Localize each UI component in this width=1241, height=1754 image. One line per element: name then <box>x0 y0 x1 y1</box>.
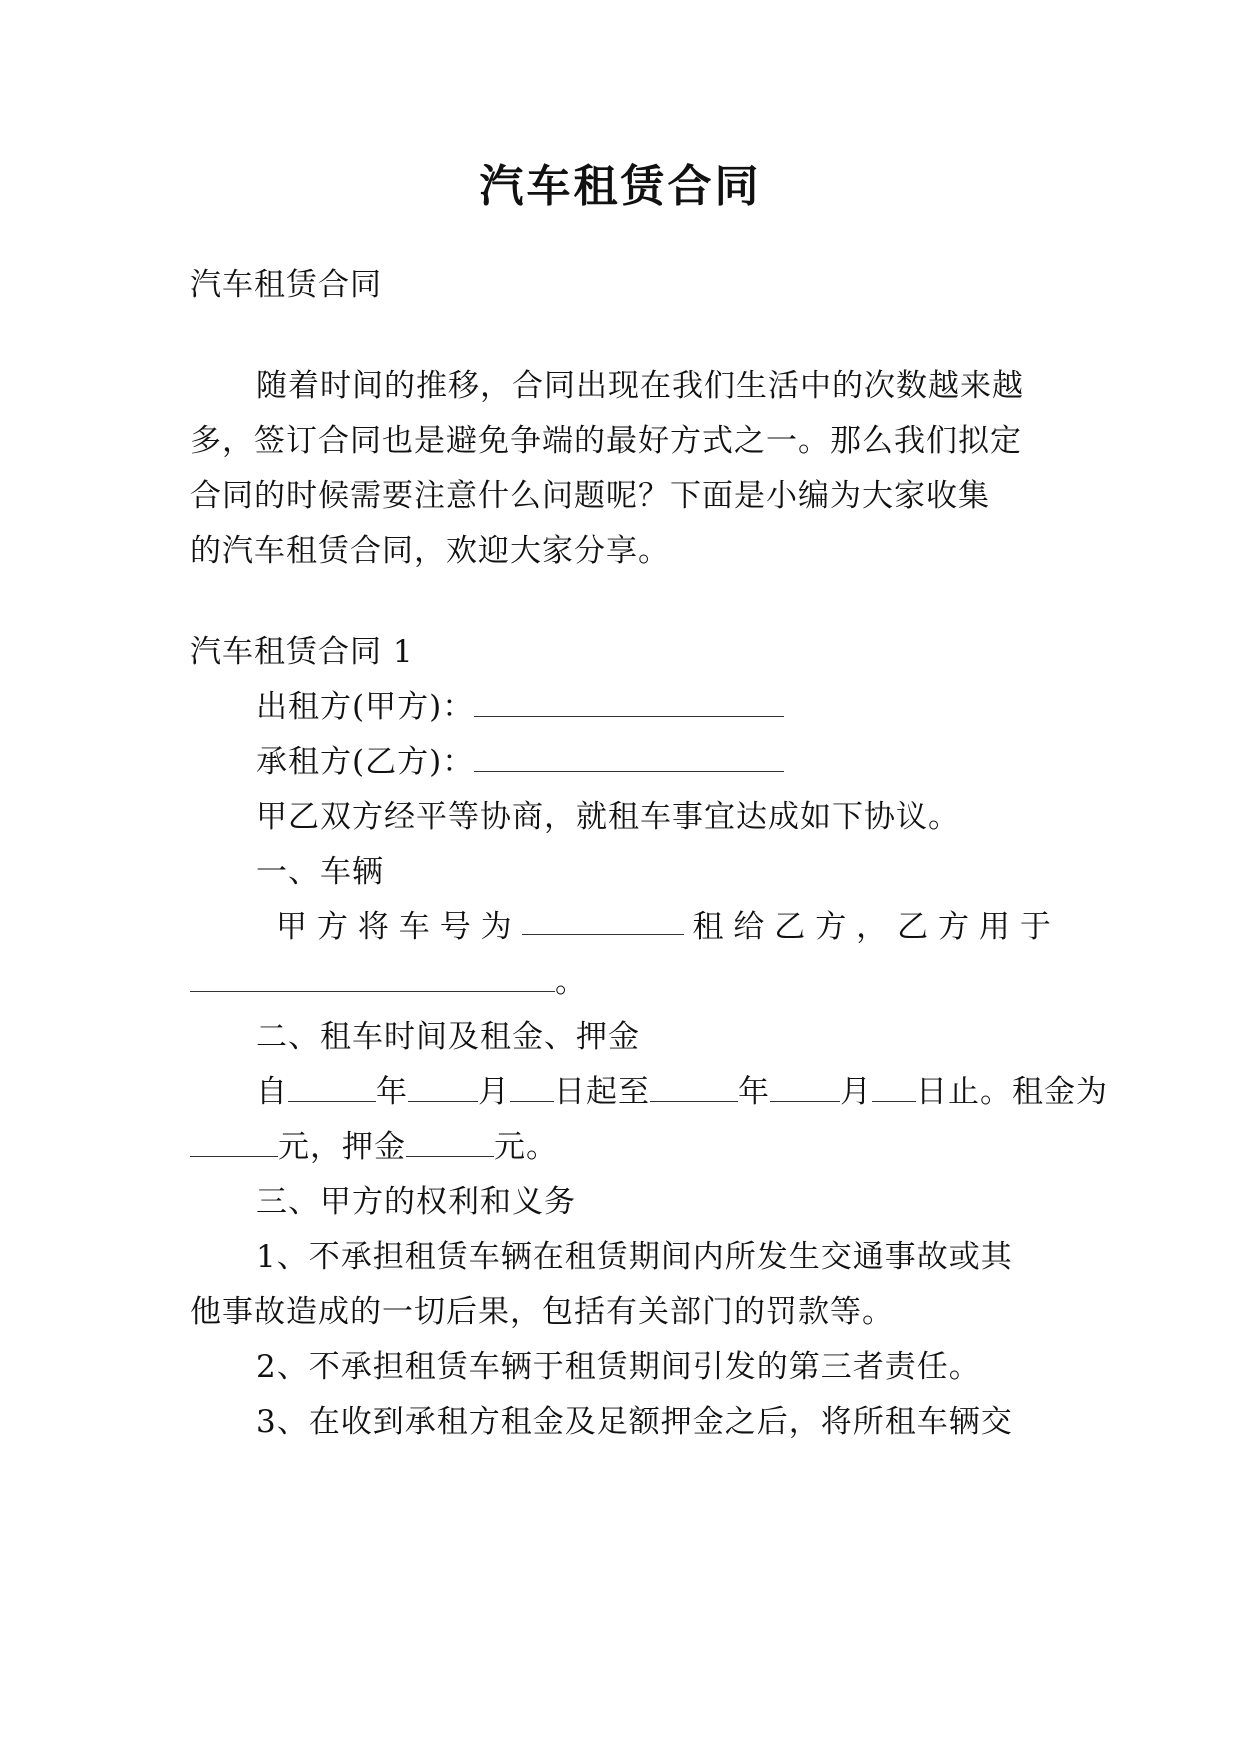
vehicle-char: 方 <box>937 909 970 945</box>
item-2: 2、不承担租赁车辆于租赁期间引发的第三者责任。 <box>256 1349 981 1385</box>
vehicle-char: 用 <box>978 909 1011 945</box>
usage-row <box>190 962 1052 1002</box>
vehicle-char: 号 <box>439 909 472 945</box>
month-label: 月 <box>478 1074 510 1110</box>
vehicle-char: 为 <box>480 909 513 945</box>
clause-1-heading: 一、车辆 <box>256 854 384 890</box>
lessor-row <box>256 687 1052 727</box>
from-label: 自 <box>256 1074 288 1110</box>
rent-deposit-row <box>190 1127 1052 1167</box>
intro-line-3: 合同的时候需要注意什么问题呢？下面是小编为大家收集 <box>190 478 990 514</box>
vehicle-char: 乙 <box>774 909 807 945</box>
clause-2-heading: 二、租车时间及租金、押金 <box>256 1019 640 1055</box>
document-subtitle: 汽车租赁合同 <box>190 267 382 303</box>
intro-line-1: 随着时间的推移，合同出现在我们生活中的次数越来越 <box>256 368 1024 404</box>
start-year-blank <box>288 1074 376 1102</box>
month-label: 月 <box>840 1074 872 1110</box>
lessee-row <box>256 742 1052 782</box>
item-1-line-1: 1、不承担租赁车辆在租赁期间内所发生交通事故或其 <box>256 1239 1013 1275</box>
section-1-title: 汽车租赁合同 1 <box>190 634 414 670</box>
usage-blank <box>190 964 555 992</box>
start-day-blank <box>510 1074 554 1102</box>
lessor-label: 出租方(甲方)： <box>256 689 475 725</box>
rent-amount-blank <box>190 1129 278 1157</box>
rental-period-row <box>256 1072 1108 1112</box>
deposit-amount-blank <box>406 1129 494 1157</box>
vehicle-char: 租 <box>692 909 725 945</box>
year-label: 年 <box>376 1074 408 1110</box>
vehicle-char: ， <box>856 909 889 945</box>
vehicle-char: 甲 <box>276 909 308 945</box>
end-year-blank <box>650 1074 738 1102</box>
year-label: 年 <box>738 1074 770 1110</box>
lessor-blank <box>474 689 784 717</box>
end-day-blank <box>872 1074 916 1102</box>
usage-period: 。 <box>555 964 587 1000</box>
lessee-blank <box>474 744 784 772</box>
plate-number-blank <box>522 907 684 935</box>
vehicle-char: 车 <box>398 909 431 945</box>
item-3: 3、在收到承租方租金及足额押金之后，将所租车辆交 <box>256 1404 1013 1440</box>
rent-label: 日止。租金为 <box>916 1074 1108 1110</box>
clause-3-heading: 三、甲方的权利和义务 <box>256 1184 576 1220</box>
intro-line-2: 多，签订合同也是避免争端的最好方式之一。那么我们拟定 <box>190 423 1022 459</box>
deposit-label: 元，押金 <box>278 1129 406 1165</box>
vehicle-char: 给 <box>733 909 766 945</box>
intro-line-4: 的汽车租赁合同，欢迎大家分享。 <box>190 533 670 569</box>
yuan-label: 元。 <box>494 1129 558 1165</box>
vehicle-char: 方 <box>316 909 349 945</box>
item-1-line-2: 他事故造成的一切后果，包括有关部门的罚款等。 <box>190 1294 894 1330</box>
end-month-blank <box>770 1074 840 1102</box>
lessee-label: 承租方(乙方)： <box>256 744 475 780</box>
vehicle-char: 于 <box>1019 909 1052 945</box>
vehicle-char: 将 <box>357 909 390 945</box>
to-label: 日起至 <box>554 1074 650 1110</box>
start-month-blank <box>408 1074 478 1102</box>
agreement-text: 甲乙双方经平等协商，就租车事宜达成如下协议。 <box>256 799 960 835</box>
vehicle-char: 乙 <box>897 909 930 945</box>
document-title: 汽车租赁合同 <box>479 161 762 212</box>
vehicle-line <box>276 907 1052 947</box>
vehicle-char: 方 <box>815 909 848 945</box>
